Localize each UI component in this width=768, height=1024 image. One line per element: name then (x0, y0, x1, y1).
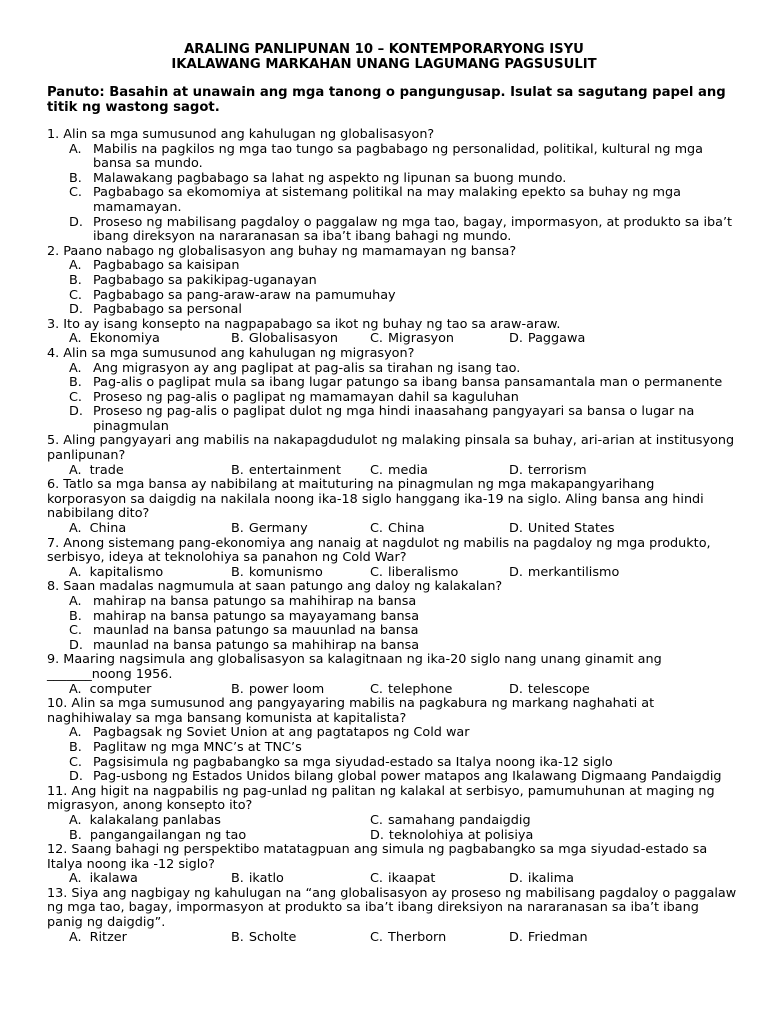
question-text: 2. Paano nabago ng globalisasyon ang buhay ng mamamayan ng bansa? (47, 243, 517, 259)
option-text: Proseso ng pag-alis o paglipat ng mamamayan dahil sa kaguluhan (93, 389, 519, 405)
answer-option (509, 872, 574, 887)
answer-option (47, 376, 737, 391)
option-letter: D. (509, 564, 523, 580)
option-letter: D. (509, 521, 523, 537)
answer-options-row (47, 931, 737, 946)
option-letter: B. (69, 170, 82, 186)
option-letter: D. (69, 302, 83, 318)
question-text: 10. Alin sa mga sumusunod ang pangyayaring mabilis na pagkabura ng markang naghahati at naghihiwalay sa mga bansang komunista at kapitalista? (47, 696, 655, 726)
option-letter: A. (69, 521, 82, 537)
answer-options-row (47, 332, 737, 347)
answer-option (47, 186, 737, 215)
answer-option (47, 362, 737, 377)
option-text: computer (89, 681, 152, 697)
option-letter: B. (231, 564, 244, 580)
option-text: Ekonomiya (89, 331, 160, 347)
option-text: kalakalang panlabas (89, 812, 221, 828)
option-text: pangangailangan ng tao (89, 827, 247, 843)
answer-options-row (47, 814, 737, 829)
answer-option (69, 829, 246, 844)
answer-options-row (47, 464, 737, 479)
option-letter: C. (370, 462, 384, 478)
option-letter: C. (69, 623, 83, 639)
question-item (47, 128, 737, 245)
option-text: United States (527, 521, 615, 537)
option-text: telephone (388, 681, 453, 697)
option-text: komunismo (248, 564, 323, 580)
option-text: Ritzer (89, 929, 127, 945)
answer-option (69, 566, 163, 581)
option-text: liberalismo (388, 564, 459, 580)
answer-options-row (47, 566, 737, 581)
option-letter: A. (69, 462, 82, 478)
option-text: maunlad na bansa patungo sa mauunlad na bansa (93, 623, 419, 639)
question-text: 11. Ang higit na nagpabilis ng pag-unlad ng palitan ng kalakal at serbisyo, pamumuhunan at maging ng migrasyon, anong konsepto ito? (47, 783, 715, 814)
option-letter: D. (370, 827, 384, 843)
answer-option (69, 332, 160, 347)
option-letter: D. (509, 681, 523, 697)
answer-option (47, 756, 737, 771)
option-letter: A. (69, 360, 82, 376)
answer-option (509, 522, 615, 537)
answer-option (231, 332, 338, 347)
option-text: Germany (248, 521, 308, 537)
answer-option (231, 683, 324, 698)
option-letter: C. (370, 521, 384, 537)
option-letter: B. (69, 375, 82, 391)
question-item (47, 785, 737, 843)
question-text: 6. Tatlo sa mga bansa ay nabibilang at maituturing na pinagmulan ng mga makapangyarihang korporasyon sa daigdig na nakilala noong ika-18 siglo hanggang ika-19 na siglo. Aling bansa ang hindi nabibilang dito? (47, 477, 704, 522)
answer-option (509, 683, 590, 698)
option-letter: C. (370, 871, 384, 887)
option-letter: C. (370, 812, 384, 828)
option-text: teknolohiya at polisiya (388, 827, 534, 843)
answer-option (47, 405, 737, 434)
option-letter: C. (370, 929, 384, 945)
instructions: Panuto: Basahin at unawain ang mga tanong o pangungusap. Isulat sa sagutang papel ang titik ng wastong sagot. (47, 85, 726, 115)
option-text: Pagbabago sa ekomomiya at sistemang politikal na may malaking epekto sa buhay ng mga mamamayan. (93, 185, 681, 215)
option-text: Mabilis na pagkilos ng mga tao tungo sa pagbabago ng personalidad, politikal, kultural ng mga bansa sa mundo. (93, 141, 703, 172)
option-letter: B. (231, 462, 244, 478)
option-text: ikalawa (89, 871, 138, 887)
option-letter: A. (69, 594, 82, 609)
question-item (47, 347, 737, 435)
option-text: Globalisasyon (248, 331, 338, 347)
answer-option (231, 566, 323, 581)
option-text: China (89, 521, 127, 537)
answer-option (370, 931, 446, 946)
question-item (47, 580, 737, 653)
option-text: maunlad na bansa patungo sa mahihirap na bansa (93, 637, 420, 653)
answer-option (47, 770, 737, 785)
answer-option (69, 683, 151, 698)
answer-option (370, 464, 428, 479)
option-text: Paglitaw ng mga MNC’s at TNC’s (93, 739, 302, 755)
answer-option (370, 872, 435, 887)
answer-option (231, 872, 284, 887)
question-text: 1. Alin sa mga sumusunod ang kahulugan ng globalisasyon? (47, 127, 435, 142)
answer-option (47, 303, 737, 318)
question-item (47, 478, 737, 536)
option-letter: B. (69, 739, 82, 755)
option-text: terrorism (527, 462, 587, 478)
option-letter: D. (69, 214, 83, 230)
option-text: Migrasyon (388, 331, 455, 347)
question-item (47, 887, 737, 945)
option-text: Proseso ng mabilisang pagdaloy o paggalaw ng mga tao, bagay, impormasyon, at produkto sa iba’t ibang direksyon na nararanasan sa iba’t ibang bahagi ng mundo. (93, 214, 733, 245)
answer-option (47, 610, 737, 625)
answer-options-row (47, 829, 737, 844)
option-text: media (388, 462, 428, 478)
answer-option (370, 566, 458, 581)
option-letter: C. (370, 681, 384, 697)
option-text: Friedman (527, 929, 588, 945)
option-text: Pagbabago sa pakikipag-uganayan (93, 272, 317, 288)
question-text: 13. Siya ang nagbigay ng kahulugan na “ang globalisasyon ay proseso ng mabilisang pagdaloy o paggalaw ng mga tao, bagay, impormasyon at produkto sa iba’t ibang direksiyon na nararanasan sa iba’t ibang panig ng daigdig”. (47, 885, 737, 931)
option-text: Ang migrasyon ay ang paglipat at pag-alis sa tirahan ng isang tao. (93, 360, 521, 376)
answer-option (47, 259, 737, 274)
answer-option (47, 143, 737, 172)
option-text: Pagbagsak ng Soviet Union at ang pagtatapos ng Cold war (93, 725, 470, 741)
option-text: telescope (527, 681, 590, 697)
option-letter: A. (69, 141, 82, 157)
question-item (47, 843, 737, 887)
answer-option (47, 741, 737, 756)
question-item (47, 537, 737, 581)
option-letter: A. (69, 331, 82, 347)
question-item (47, 653, 737, 697)
question-text: 9. Maaring nagsimula ang globalisasyon sa kalagitnaan ng ika-20 siglo nang unang ginamit ang _______noong 1956. (47, 652, 662, 682)
option-letter: C. (69, 185, 83, 201)
option-letter: A. (69, 929, 82, 945)
option-text: mahirap na bansa patungo sa mayayamang bansa (93, 608, 420, 624)
option-letter: D. (509, 331, 523, 347)
option-text: trade (89, 462, 124, 478)
answer-option (370, 814, 531, 829)
question-item (47, 245, 737, 318)
option-letter: D. (69, 637, 83, 653)
answer-options-row (47, 522, 737, 537)
option-letter: C. (69, 754, 83, 770)
answer-option (47, 172, 737, 187)
answer-option (370, 683, 452, 698)
option-letter: B. (231, 331, 244, 347)
option-letter: D. (509, 462, 523, 478)
option-text: China (388, 521, 425, 537)
option-letter: B. (69, 827, 82, 843)
option-letter: B. (231, 681, 244, 697)
answer-option (370, 829, 533, 844)
option-text: Therborn (388, 929, 447, 945)
exam-subtitle: IKALAWANG MARKAHAN UNANG LAGUMANG PAGSUSULIT (171, 57, 597, 72)
answer-option (47, 595, 737, 610)
answer-option (69, 814, 221, 829)
option-letter: A. (69, 871, 82, 887)
answer-options-row (47, 872, 737, 887)
option-text: Pagbabago sa pang-araw-araw na pamumuhay (93, 287, 396, 303)
option-letter: A. (69, 812, 82, 828)
answer-option (509, 332, 585, 347)
answer-option (231, 931, 296, 946)
exam-title: ARALING PANLIPUNAN 10 – KONTEMPORARYONG ISYU (184, 42, 584, 57)
answer-option (47, 624, 737, 639)
answer-option (47, 391, 737, 406)
question-text: 8. Saan madalas nagmumula at saan patungo ang daloy ng kalakalan? (47, 579, 503, 595)
option-letter: B. (231, 871, 244, 887)
option-letter: C. (370, 331, 384, 347)
question-item (47, 697, 737, 785)
option-text: Pag-alis o paglipat mula sa ibang lugar patungo sa ibang bansa pansamantala man o permanente (93, 375, 723, 391)
option-text: Proseso ng pag-alis o paglipat dulot ng mga hindi inaasahang pangyayari sa bansa o lugar na pinagmulan (93, 404, 695, 434)
question-item (47, 318, 737, 347)
option-letter: D. (69, 404, 83, 420)
option-letter: C. (69, 287, 83, 303)
option-text: samahang pandaigdig (388, 812, 531, 828)
option-text: Scholte (248, 929, 297, 945)
answer-option (509, 464, 587, 479)
option-text: Pagbabago sa kaisipan (93, 258, 240, 274)
option-letter: C. (69, 389, 83, 405)
answer-option (47, 216, 737, 245)
answer-option (69, 464, 124, 479)
question-text: 3. Ito ay isang konsepto na nagpapabago sa ikot ng buhay ng tao sa araw-araw. (47, 316, 561, 332)
answer-options-row (47, 683, 737, 698)
answer-option (47, 289, 737, 304)
option-letter: D. (509, 929, 523, 945)
question-text: 7. Anong sistemang pang-ekonomiya ang nanaig at nagdulot ng mabilis na pagdaloy ng mga produkto, serbisyo, ideya at teknolohiya sa panahon ng Cold War? (47, 535, 711, 566)
answer-option (69, 872, 138, 887)
option-letter: D. (509, 871, 523, 887)
answer-option (509, 931, 588, 946)
option-text: Malawakang pagbabago sa lahat ng aspekto ng lipunan sa buong mundo. (93, 170, 567, 186)
question-text: 5. Aling pangyayari ang mabilis na nakapagdudulot ng malaking pinsala sa buhay, ari-arian at institusyong panlipunan? (47, 433, 735, 464)
option-text: power loom (248, 681, 325, 697)
option-text: ikatlo (248, 871, 284, 887)
option-text: ikaapat (388, 871, 436, 887)
option-text: Pagsisimula ng pagbabangko sa mga siyudad-estado sa Italya noong ika-12 siglo (93, 754, 613, 770)
question-text: 4. Alin sa mga sumusunod ang kahulugan ng migrasyon? (47, 345, 415, 361)
option-letter: A. (69, 258, 82, 274)
option-letter: B. (231, 929, 244, 945)
option-text: mahirap na bansa patungo sa mahihirap na bansa (93, 594, 417, 609)
option-text: merkantilismo (527, 564, 620, 580)
answer-option (69, 522, 126, 537)
option-letter: C. (370, 564, 384, 580)
question-list (47, 128, 737, 945)
option-letter: D. (69, 769, 83, 785)
option-letter: B. (69, 608, 82, 624)
answer-option (231, 522, 308, 537)
option-letter: A. (69, 681, 82, 697)
option-letter: B. (69, 272, 82, 288)
question-item (47, 434, 737, 478)
question-text: 12. Saang bahagi ng perspektibo matatagpuan ang simula ng pagbabangko sa mga siyudad-estado sa Italya noong ika -12 siglo? (47, 842, 708, 872)
answer-option (509, 566, 619, 581)
option-text: entertainment (248, 462, 341, 478)
answer-option (69, 931, 127, 946)
option-text: Paggawa (527, 331, 586, 347)
option-text: Pagbabago sa personal (93, 302, 242, 318)
answer-option (47, 639, 737, 654)
option-letter: A. (69, 725, 82, 741)
option-text: Pag-usbong ng Estados Unidos bilang global power matapos ang Ikalawang Digmaang Pandaigdig (93, 769, 722, 785)
option-text: kapitalismo (89, 564, 164, 580)
answer-option (370, 522, 425, 537)
option-letter: A. (69, 564, 82, 580)
answer-option (370, 332, 454, 347)
answer-option (47, 274, 737, 289)
option-letter: B. (231, 521, 244, 537)
answer-option (231, 464, 341, 479)
answer-option (47, 726, 737, 741)
option-text: ikalima (527, 871, 574, 887)
